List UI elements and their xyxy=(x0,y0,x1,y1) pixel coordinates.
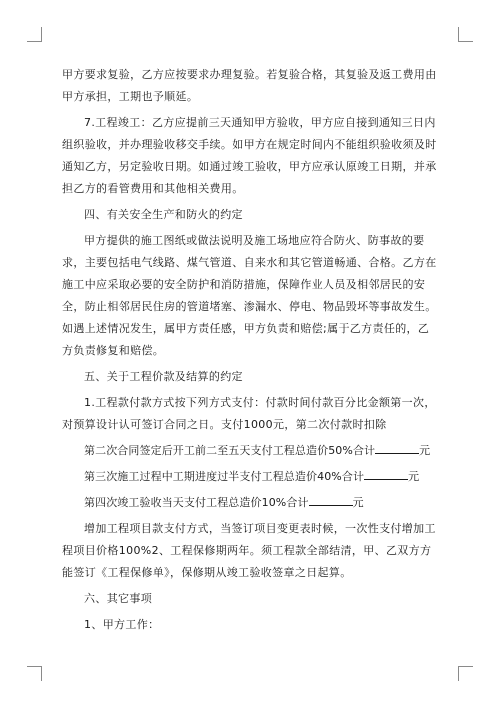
payment-line-third-text: 第三次施工过程中工期进度过半支付工程总造价40%合计 xyxy=(84,470,365,483)
crop-mark-top-left xyxy=(27,27,42,42)
payment-line-fourth xyxy=(62,492,440,514)
heading-other-matters: 六、其它事项 xyxy=(84,592,153,605)
amount-blank xyxy=(364,469,408,480)
payment-line-second xyxy=(62,440,440,462)
amount-blank xyxy=(375,443,419,454)
heading-safety: 四、有关安全生产和防火的约定 xyxy=(84,208,243,221)
currency-unit: 元 xyxy=(408,470,420,483)
amount-blank xyxy=(309,495,353,506)
crop-mark-bottom-left xyxy=(27,666,42,681)
payment-line-fourth-text: 第四次竣工验收当天支付工程总造价10%合计 xyxy=(84,496,309,509)
paragraph-payment-method: 1.工程款付款方式按下列方式支付：付款时间付款百分比金额第一次，对预算设计认可签订合同之日。支付1000元，第二次付款时扣除 xyxy=(62,396,436,431)
payment-line-second-text: 第二次合同签定后开工前二至五天支付工程总造价50%合计 xyxy=(84,444,376,457)
paragraph-reinspection: 甲方要求复验，乙方应按要求办理复验。若复验合格，其复验及返工费用由甲方承担，工期也予顺延。 xyxy=(62,68,437,103)
item-party-a-work: 1、甲方工作： xyxy=(84,618,160,631)
payment-line-third xyxy=(62,466,440,488)
paragraph-safety: 甲方提供的施工图纸或做法说明及施工场地应符合防火、防事故的要求，主要包括电气线路、煤气管道、自来水和其它管道畅通、合格。乙方在施工中应采取必要的安全防护和消防措施，保障作业人员及相邻居民的安全，防止相邻居民住房的管道堵塞、渗漏水、停电、物品毁坏等事故发生。如遇上述情况发生，属甲方责任感，甲方负责和赔偿;属于乙方责任的，乙方负责修复和赔偿。 xyxy=(62,234,437,357)
crop-mark-top-right xyxy=(458,27,473,42)
currency-unit: 元 xyxy=(419,444,431,457)
paragraph-completion: 7.工程竣工：乙方应提前三天通知甲方验收，甲方应自接到通知三日内组织验收，并办理验收移交手续。如甲方在规定时间内不能组织验收须及时通知乙方，另定验收日期。如通过竣工验收，甲方应承认原竣工日期，并承担乙方的看管费用和其他相关费用。 xyxy=(62,116,437,195)
paragraph-additional-items: 增加工程项目款支付方式，当签订项目变更表时候，一次性支付增加工程项目价格100%2、工程保修期两年。须工程款全部结清，甲、乙双方方能签订《工程保修单》，保修期从竣工验收签章之日起算。 xyxy=(62,522,436,579)
document-body xyxy=(62,64,440,640)
crop-mark-bottom-right xyxy=(458,666,473,681)
currency-unit: 元 xyxy=(352,496,364,509)
heading-payment: 五、关于工程价款及结算的约定 xyxy=(84,370,243,383)
